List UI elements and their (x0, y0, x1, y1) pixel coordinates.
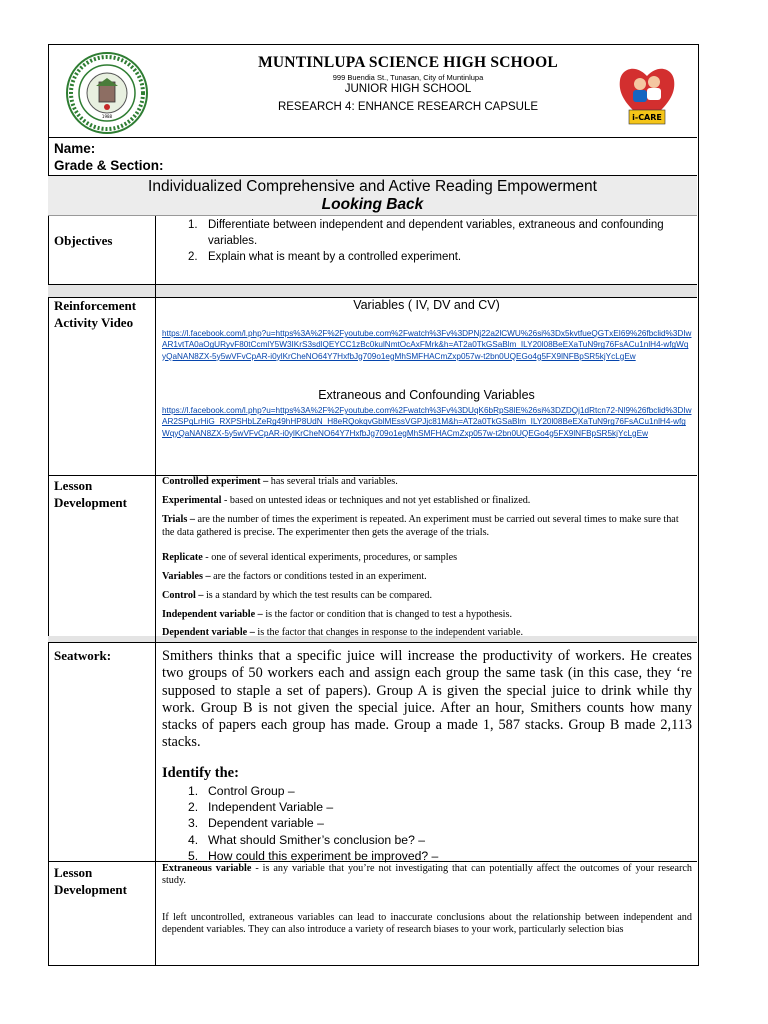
definition-item: Trials – are the number of times the experiment is repeated. An experiment must be carried out several times to make sure that the data gathered is precise. The experimenter then gets the average of the trials. (162, 514, 679, 538)
row-divider (48, 642, 697, 643)
worksheet (48, 44, 699, 966)
banner-subtitle: Looking Back (321, 196, 424, 213)
column-divider (155, 216, 156, 965)
definition-item: Replicate - one of several identical experiments, procedures, or samples (162, 552, 458, 563)
grade-section-label: Grade & Section: (54, 158, 164, 173)
seatwork-label: Seatwork: (54, 648, 112, 663)
row-divider (48, 284, 697, 285)
extraneous-definition: Extraneous variable - is any variable that you’re not investigating that can potentially affect the outcomes of your research study. (162, 863, 692, 887)
objectives-label: Objectives (54, 233, 113, 248)
school-header (48, 44, 697, 138)
school-seal-icon (66, 52, 148, 134)
school-level: JUNIOR HIGH SCHOOL (344, 83, 472, 95)
list-item: 5. How could this experiment be improved? – (188, 848, 439, 863)
definition-item: Control – is a standard by which the test results can be compared. (162, 590, 433, 601)
svg-text:i-CARE: i-CARE (632, 113, 662, 122)
list-item: 4. What should Smither’s conclusion be? – (188, 832, 426, 847)
definition-item: Variables – are the factors or conditions tested in an experiment. (162, 571, 427, 582)
definition-item: Controlled experiment – has several trials and variables. (162, 476, 398, 487)
video2-title: Extraneous and Confounding Variables (318, 388, 535, 402)
definition-item: Independent variable – is the factor or condition that is changed to test a hypothesis. (162, 609, 513, 620)
name-label: Name: (54, 141, 96, 156)
list-item: 2. Independent Variable – (188, 800, 334, 815)
list-item: 1. Differentiate between independent and dependent variables, extraneous and confounding variables. (188, 219, 664, 247)
list-item: 2. Explain what is meant by a controlled experiment. (188, 251, 462, 263)
student-info (48, 138, 697, 176)
lesson-development-label: Lesson Development (54, 478, 127, 510)
course-title: RESEARCH 4: ENHANCE RESEARCH CAPSULE (277, 101, 539, 113)
identify-heading: Identify the: (162, 765, 239, 781)
question-list (188, 783, 668, 864)
video1-title: Variables ( IV, DV and CV) (353, 298, 500, 312)
row-spacer (48, 284, 697, 297)
lesson-development-label: Lesson Development (54, 865, 127, 897)
list-item: 3. Dependent variable – (188, 816, 324, 831)
definition-item: Experimental - based on untested ideas or techniques and not yet established or finalized. (162, 495, 531, 506)
reinforcement-label: Reinforcement Activity Video (54, 298, 137, 330)
school-address: 999 Buendia St., Tunasan, City of Muntinlupa (332, 73, 484, 82)
icare-logo-icon (616, 58, 678, 128)
banner-title: Individualized Comprehensive and Active Reading Empowerment (148, 178, 597, 195)
svg-text:1988: 1988 (101, 114, 113, 119)
video1-link[interactable]: https://l.facebook.com/l.php?u=https%3A%2F%2Fyoutube.com%2Fwatch%3Fv%3DPNj22a2lCWU%26si%3Dx5kvtfueQGTxEI69%26fbclid%3DIwAR1vtTA0aOgURyvF80tCcmlY5W3IKrS3sdlQEYCC1zBc0kulNmtOcAxFMrk&h=AT2a0TkGSaBlm_ILY20l08BeEXaTuN9rg76FsACu1nlH4-wfgWqyQaNAN8ZX-5y5wVFvCpAR-i0ylKrCheNO64Y7HxfbJg709o1egMhSMFHACmZxp057w-t2bn0UQEGo4g5FX9lNFBpSR5kjYcLgEw (162, 329, 692, 361)
definition-item: Dependent variable – is the factor that changes in response to the independent variable. (162, 627, 524, 638)
objectives-list (188, 217, 688, 265)
title-banner (48, 176, 697, 216)
seatwork-paragraph: Smithers thinks that a specific juice will increase the productivity of workers. He creates two groups of 50 workers each and assign each group the same task (in this case, they ‘re supposed to staple a set of papers). Group A is given the special juice to drink while thy work. Group B is not given the special juice. After an hour, Smithers counts how many stacks of papers each group has made. Group a made 1, 587 stacks. Group B made 2,113 stacks. (162, 648, 692, 751)
video2-link[interactable]: https://l.facebook.com/l.php?u=https%3A%2F%2Fyoutube.com%2Fwatch%3Fv%3DUqK6bRpS8lE%26si%3DZDQj1dRtcn72-Nl9%26fbclid%3DIwAR2SPqLrHiG_RXPSHbLZeRg49hHP8UdN_H8eRQokqvGblMEssVGPJjc81M&h=AT2a0TkGSaBlm_ILY20l08BeEXaTuN9rg76FsACu1nlH4-wfgWqyQaNAN8ZX-5y5wVFvCpAR-i0ylKrCheNO64Y7HxfbJg709o1egMhSMFHACmZxp057w-t2bn0UQEGo4g5FX9lNFBpSR5kjYcLgEw (162, 406, 692, 438)
list-item: 1. Control Group – (188, 784, 295, 798)
school-name: MUNTINLUPA SCIENCE HIGH SCHOOL (258, 54, 558, 71)
extraneous-explanation: If left uncontrolled, extraneous variables can lead to inaccurate conclusions about the relationship between independent and dependent variables. They can also introduce a variety of research biases to your work, particularly selection bias (162, 912, 692, 936)
